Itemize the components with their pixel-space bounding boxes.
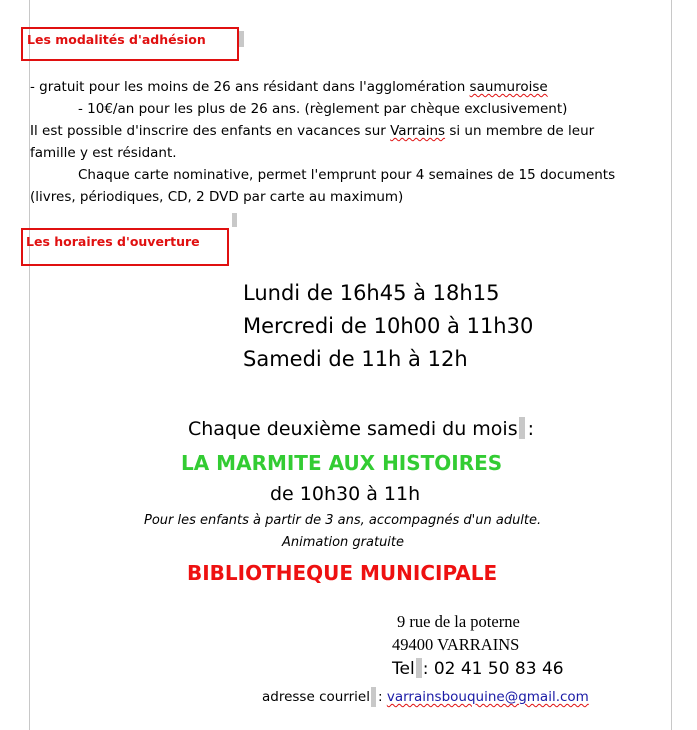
adhesion-line-3-word: Varrains xyxy=(390,123,446,139)
adhesion-line-5: Chaque carte nominative, permet l'emprunt pour 4 semaines de 15 documents xyxy=(78,167,616,183)
event-title: LA MARMITE AUX HISTOIRES xyxy=(181,451,503,475)
heading-horaires: Les horaires d'ouverture xyxy=(26,234,200,249)
library-phone xyxy=(392,658,564,679)
adhesion-line-3 xyxy=(30,120,594,142)
phone-value: : 02 41 50 83 46 xyxy=(422,659,564,679)
adhesion-line-3b: si un membre de leur xyxy=(445,123,595,139)
event-intro-text: Chaque deuxième samedi du mois xyxy=(188,418,518,440)
adhesion-line-2: - 10€/an pour les plus de 26 ans. (règlement par chèque exclusivement) xyxy=(78,101,568,117)
event-audience: Pour les enfants à partir de 3 ans, accompagnés d'un adulte. xyxy=(144,513,542,528)
adhesion-line-6: (livres, périodiques, CD, 2 DVD par carte au maximum) xyxy=(30,189,404,205)
adhesion-line-4: famille y est résidant. xyxy=(30,145,177,161)
text-marker xyxy=(371,687,376,707)
text-marker xyxy=(416,658,422,678)
event-note: Animation gratuite xyxy=(282,535,405,550)
schedule-saturday: Samedi de 11h à 12h xyxy=(243,347,468,371)
adhesion-line-3a: Il est possible d'inscrire des enfants en vacances sur xyxy=(30,123,391,139)
adhesion-line-1-word: saumuroise xyxy=(469,79,548,95)
text-marker xyxy=(239,31,244,47)
adhesion-line-1 xyxy=(30,76,548,98)
library-name: BIBLIOTHEQUE MUNICIPALE xyxy=(187,561,498,585)
event-intro-colon: : xyxy=(527,418,535,440)
event-time: de 10h30 à 11h xyxy=(270,483,421,505)
library-city: 49400 VARRAINS xyxy=(392,635,520,654)
adhesion-line-1-text: - gratuit pour les moins de 26 ans résidant dans l'agglomération xyxy=(30,79,470,95)
email-separator: : xyxy=(377,689,383,705)
text-marker xyxy=(232,213,237,227)
library-street: 9 rue de la poterne xyxy=(397,612,520,631)
email-link[interactable]: varrainsbouquine@gmail.com xyxy=(386,689,589,705)
event-intro xyxy=(188,417,534,440)
email-label: adresse courriel xyxy=(262,689,370,705)
schedule-monday: Lundi de 16h45 à 18h15 xyxy=(243,281,500,305)
library-email-row xyxy=(262,687,589,707)
heading-adhesion: Les modalités d'adhésion xyxy=(27,32,206,47)
schedule-wednesday: Mercredi de 10h00 à 11h30 xyxy=(243,314,534,338)
page-margin-left xyxy=(29,0,30,730)
phone-label: Tel xyxy=(392,659,415,679)
page-margin-right xyxy=(671,0,672,730)
text-marker xyxy=(519,417,525,439)
